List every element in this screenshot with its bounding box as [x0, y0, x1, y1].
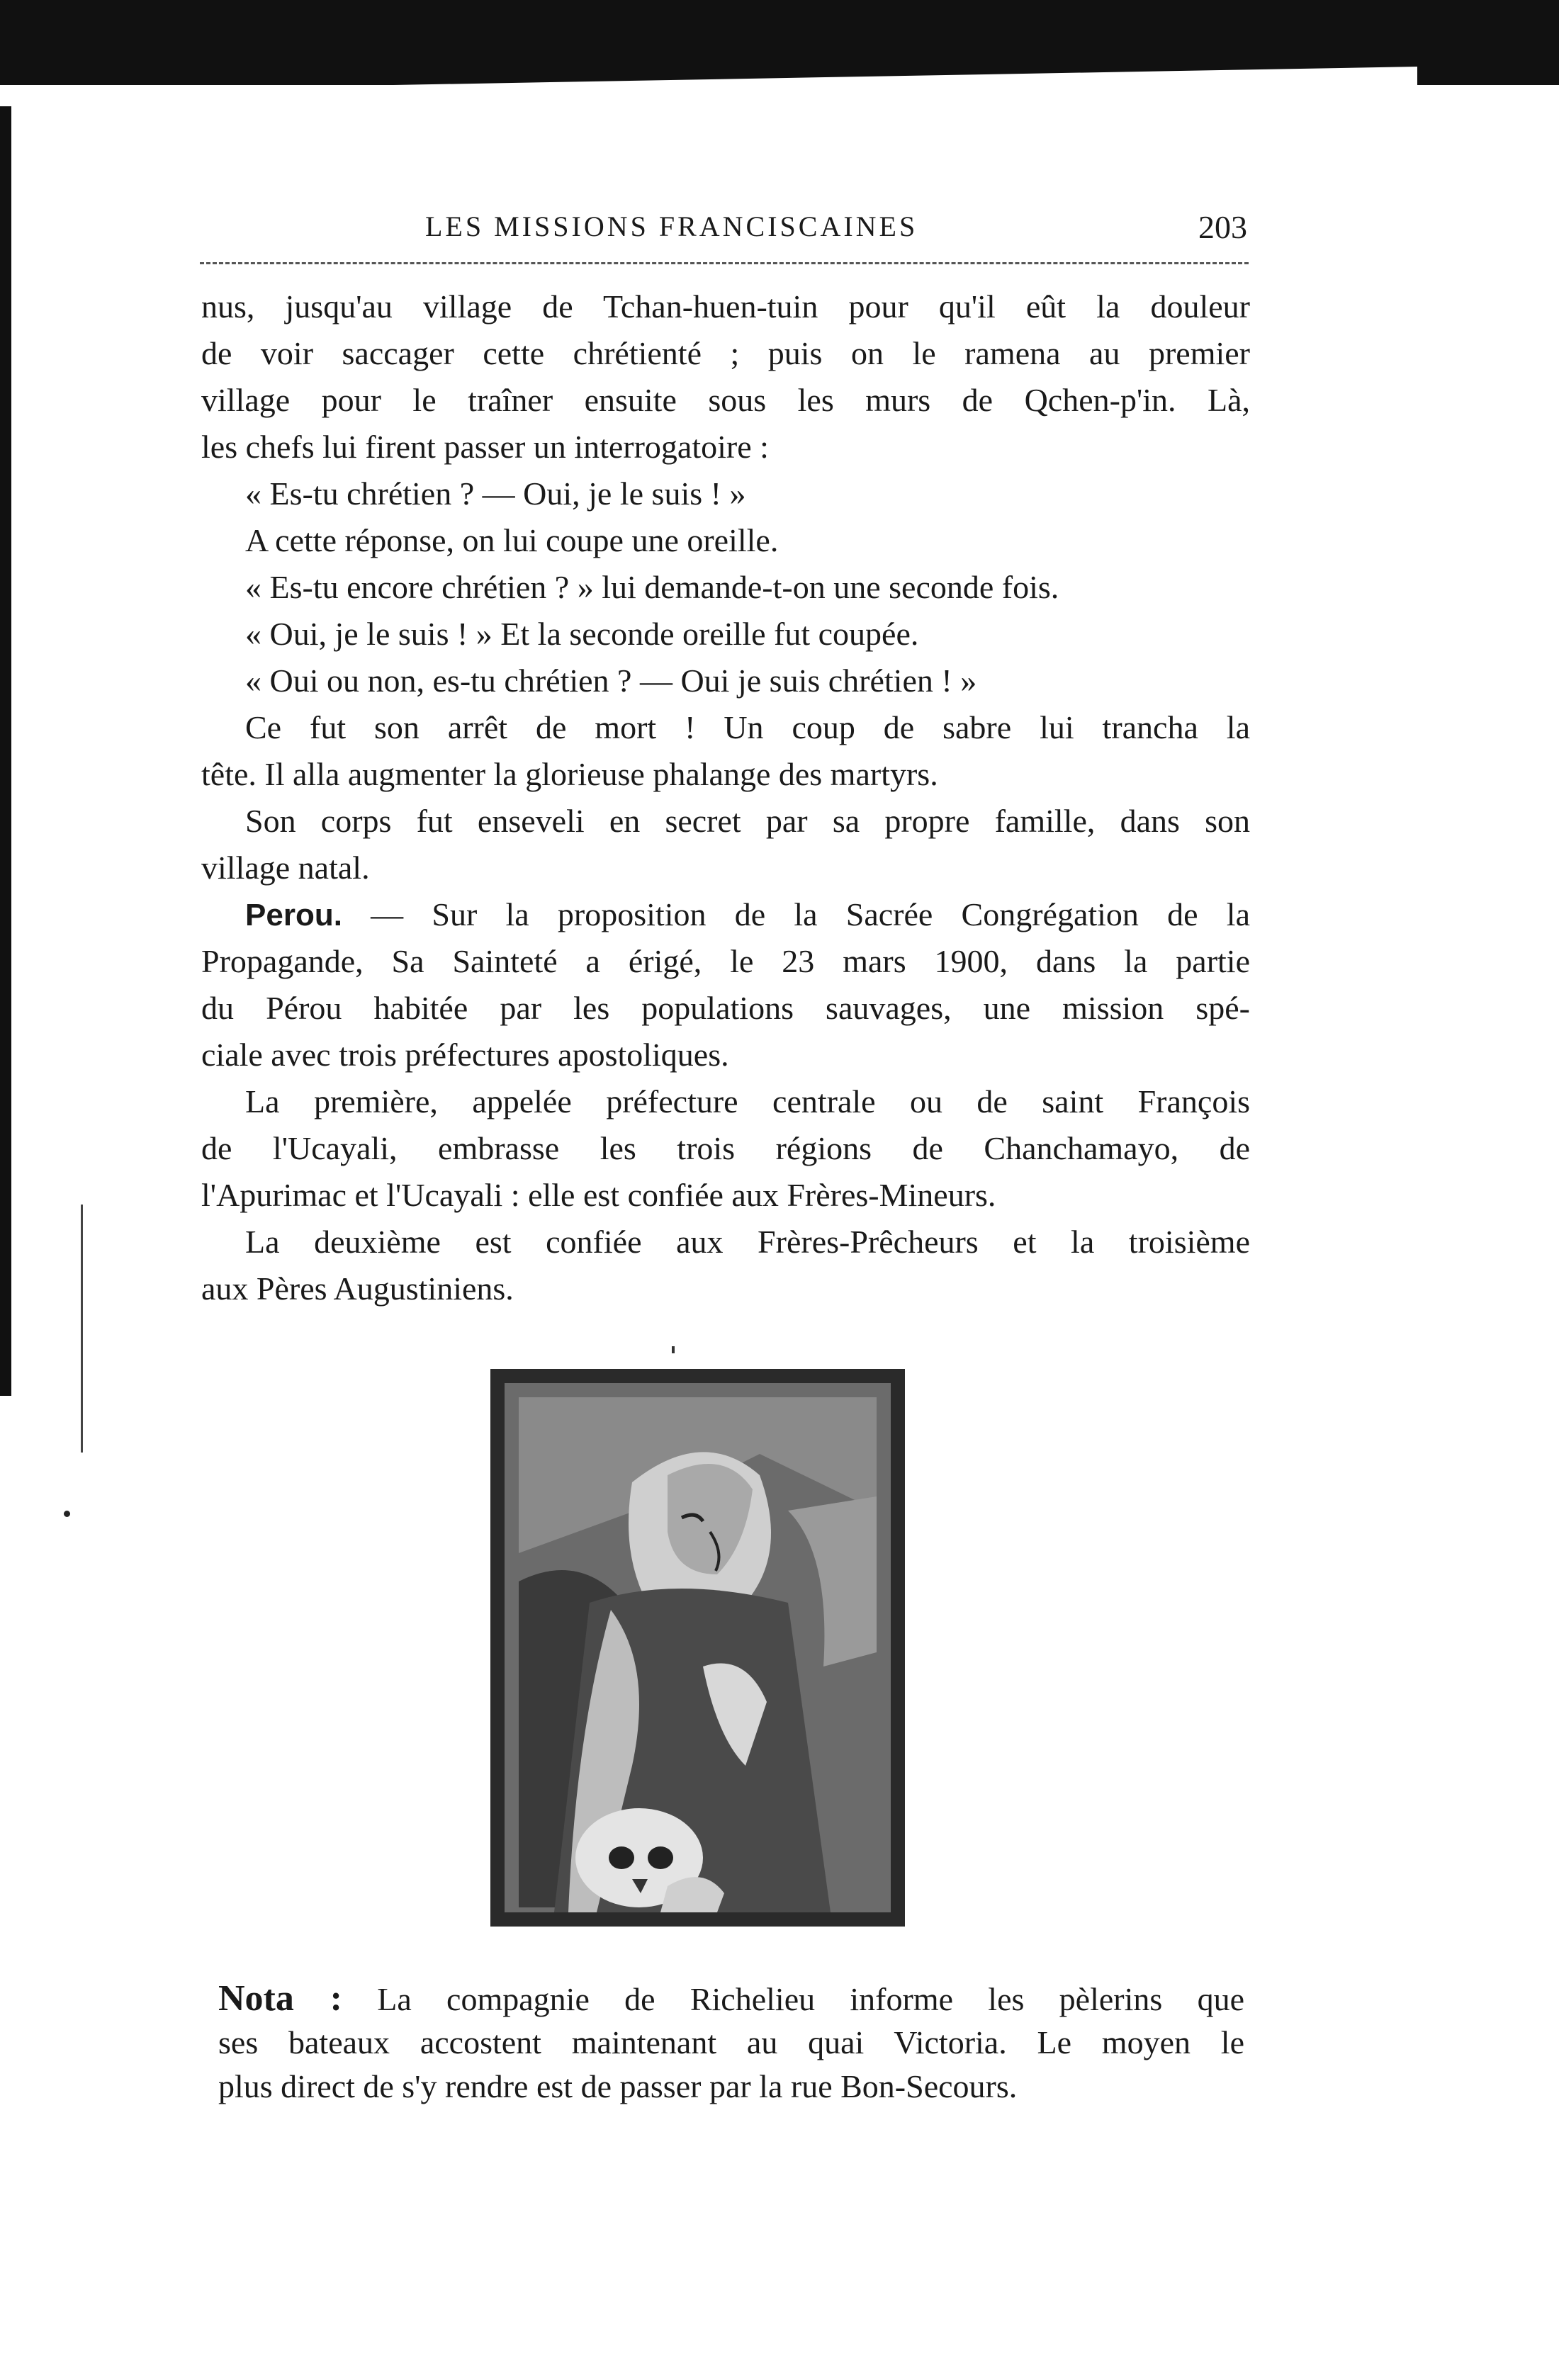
perou-heading: Perou.	[245, 898, 342, 932]
text-line: Son corps fut enseveli en secret par sa propre famille, dans son	[245, 803, 1250, 839]
scan-margin-line	[81, 1205, 83, 1453]
nota-line	[218, 1977, 1244, 2021]
text-line: « Es-tu encore chrétien ? » lui demande-t-on une seconde fois.	[245, 569, 1059, 605]
page-header	[425, 210, 1247, 252]
scan-speck	[672, 1346, 675, 1353]
text-line: Propagande, Sa Sainteté a érigé, le 23 mars 1900, dans la partie	[201, 943, 1250, 979]
text-line: village natal.	[201, 850, 370, 886]
nota-notice	[218, 1977, 1244, 2109]
body-text	[201, 283, 1250, 1312]
perou-paragraph-start	[201, 891, 1250, 938]
text-line: plus direct de s'y rendre est de passer par la rue Bon-Secours.	[218, 2068, 1018, 2104]
text-line: « Oui, je le suis ! » Et la seconde oreille fut coupée.	[245, 616, 919, 652]
engraving-illustration	[490, 1369, 905, 1927]
text-line: Ce fut son arrêt de mort ! Un coup de sabre lui trancha la	[245, 709, 1250, 745]
saint-with-skull-engraving	[490, 1369, 905, 1927]
running-title: LES MISSIONS FRANCISCAINES	[425, 210, 918, 242]
text-line: du Pérou habitée par les populations sauvages, une mission spé-	[201, 990, 1250, 1026]
text-line: les chefs lui firent passer un interrogatoire :	[201, 429, 769, 465]
text-line: « Es-tu chrétien ? — Oui, je le suis ! »	[245, 475, 746, 512]
text-line: — Sur la proposition de la Sacrée Congrégation de la	[342, 896, 1250, 932]
text-line: ses bateaux accostent maintenant au quai Victoria. Le moyen le	[218, 2024, 1244, 2060]
nota-label: Nota :	[218, 1978, 342, 2019]
text-line: de voir saccager cette chrétienté ; puis on le ramena au premier	[201, 335, 1250, 371]
scan-left-border	[0, 106, 11, 1396]
header-rule	[200, 262, 1249, 264]
text-line: de l'Ucayali, embrasse les trois régions de Chanchamayo, de	[201, 1130, 1250, 1166]
text-line: « Oui ou non, es-tu chrétien ? — Oui je suis chrétien ! »	[245, 662, 977, 699]
text-line: ciale avec trois préfectures apostoliques.	[201, 1037, 729, 1073]
text-line: nus, jusqu'au village de Tchan-huen-tuin pour qu'il eût la douleur	[201, 288, 1250, 325]
text-line: La première, appelée préfecture centrale ou de saint François	[245, 1083, 1250, 1119]
text-line: tête. Il alla augmenter la glorieuse phalange des martyrs.	[201, 756, 938, 792]
text-line: La compagnie de Richelieu informe les pèlerins que	[342, 1981, 1244, 2017]
text-line: village pour le traîner ensuite sous les murs de Qchen-p'in. Là,	[201, 382, 1250, 418]
text-line: La deuxième est confiée aux Frères-Prêcheurs et la troisième	[245, 1224, 1250, 1260]
scan-speck	[64, 1511, 70, 1517]
text-line: l'Apurimac et l'Ucayali : elle est confiée aux Frères-Mineurs.	[201, 1177, 996, 1213]
text-line: A cette réponse, on lui coupe une oreille.	[245, 522, 779, 558]
page-number: 203	[1198, 209, 1247, 245]
text-line: aux Pères Augustiniens.	[201, 1270, 514, 1307]
